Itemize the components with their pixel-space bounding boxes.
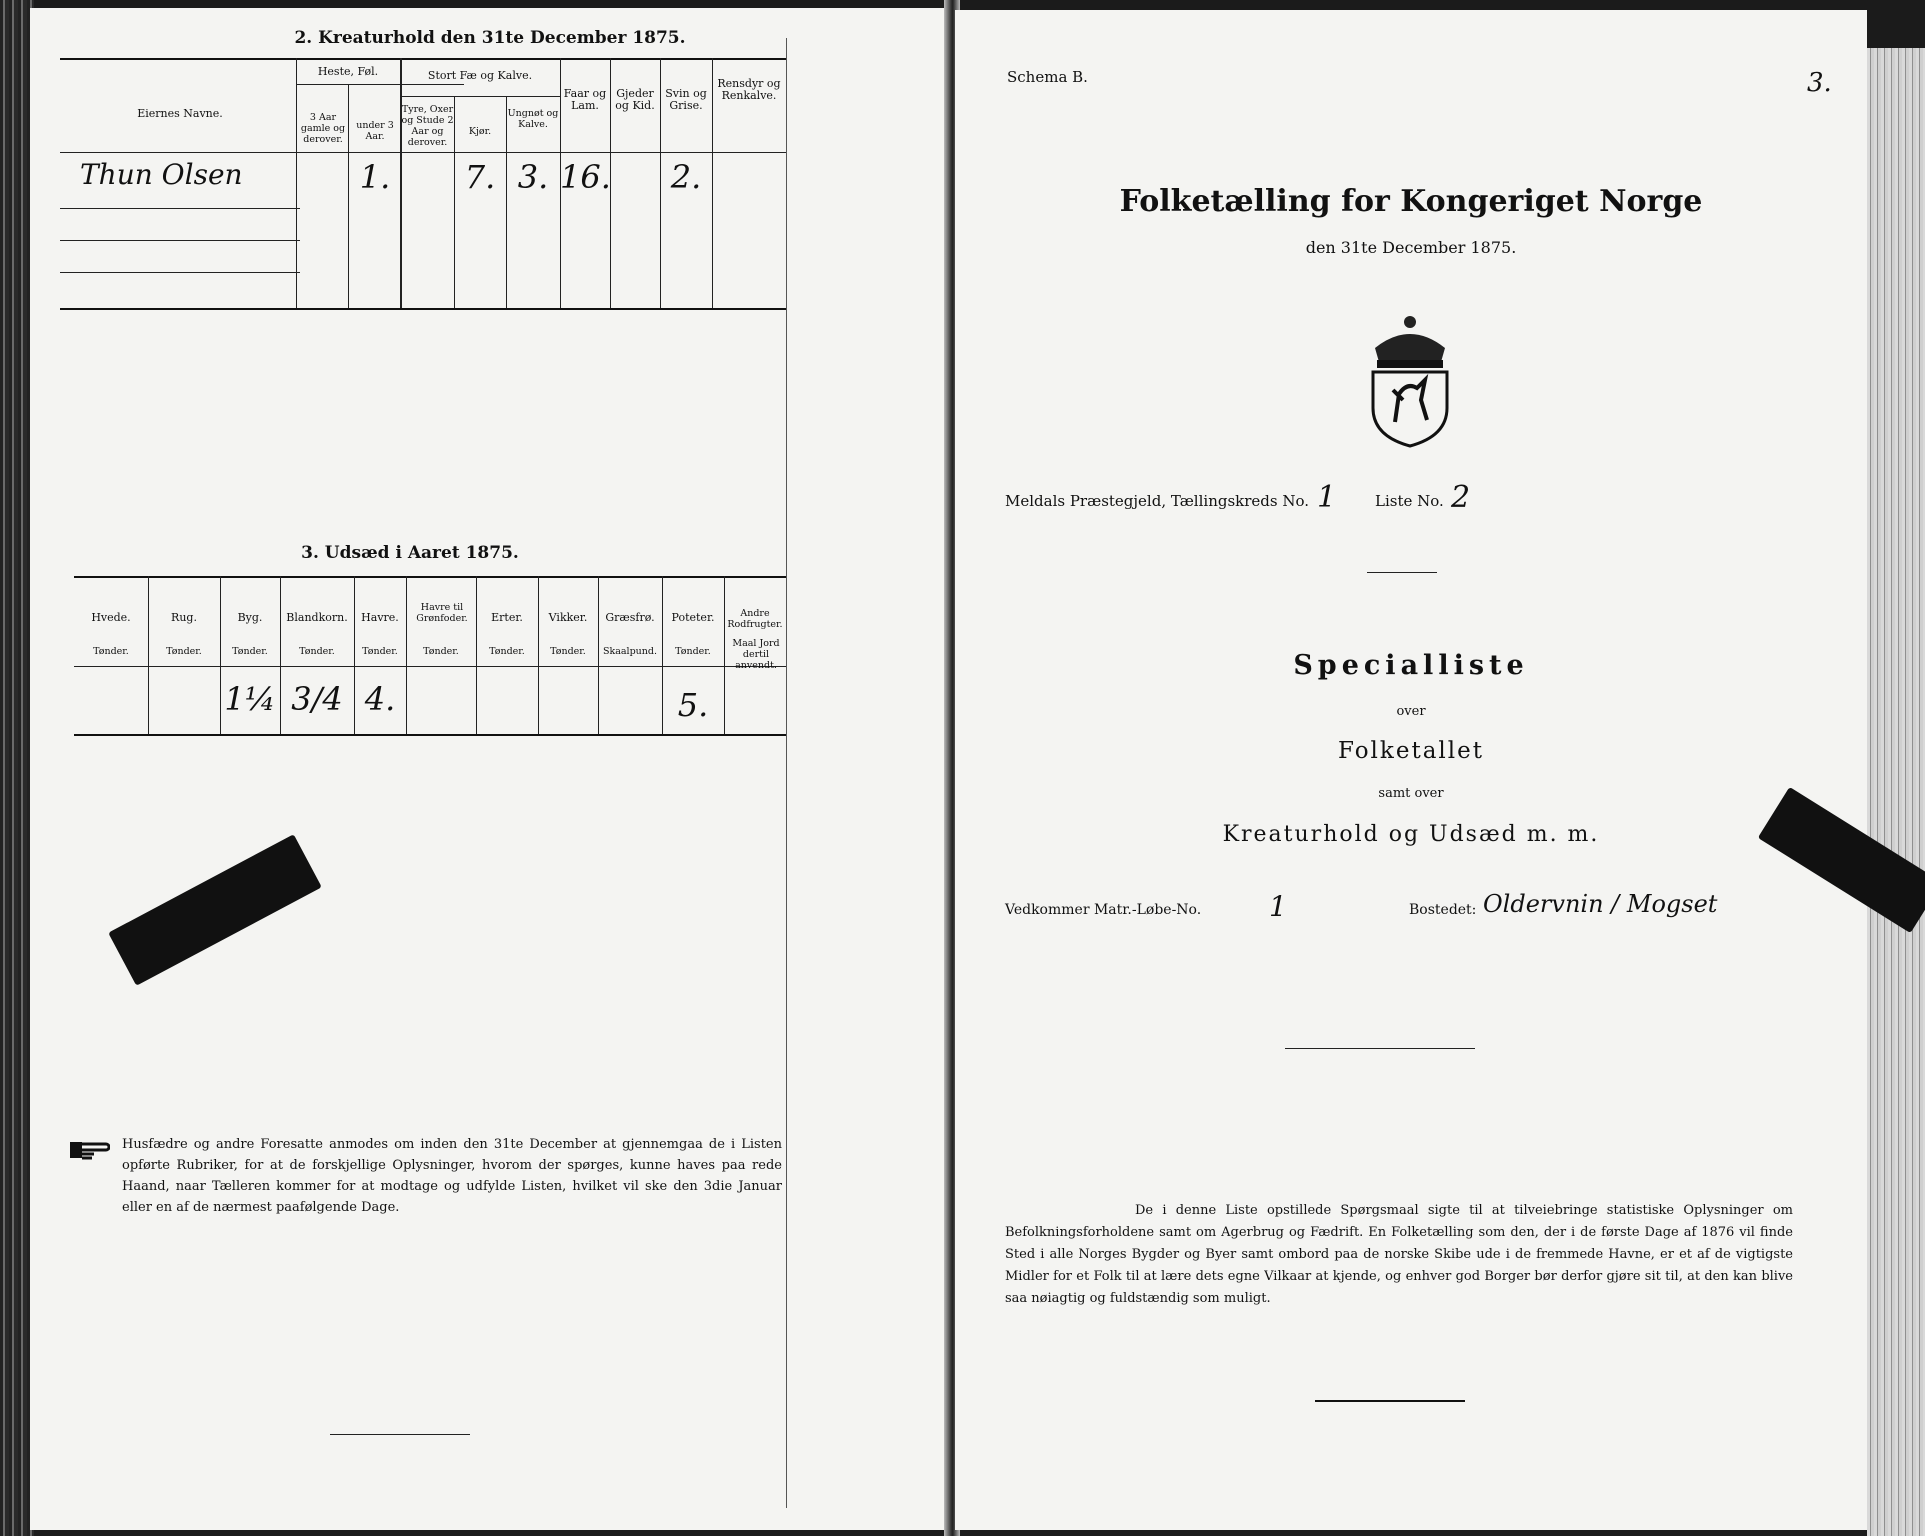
divider-bottom [1315, 1400, 1465, 1402]
info-paragraph: De i denne Liste opstillede Spørgsmaal sigte til at tilveiebringe statistiske Oplysninger om Befolkningsforholdene samt om Agerbrug og Fædrift. En Folketælling som den, der i de første Dage af 1876 vil finde Sted i alle Norges Bygder og Byer samt ombord paa de norske Skibe ude i de fremmede Havne, er et af de vigtigste Midler for et Folk til at lære dets egne Vilkaar at kjende, og enhver god Borger bør derfor gjøre sit til, at den kan blive saa nøiagtig og fuldstændig som muligt. [1005, 1203, 1793, 1306]
unit-hvede: Tønder. [93, 646, 129, 657]
col-rug: Rug. [171, 611, 197, 624]
samt-over-text: samt over [1378, 786, 1444, 801]
table2-group-rule [400, 96, 560, 97]
kreds-number: 1 [1317, 480, 1337, 515]
grp-horses-header: Heste, Føl. [317, 65, 379, 78]
unit-blandkorn: Tønder. [299, 646, 335, 657]
left-end-rule [330, 1434, 470, 1435]
val-poteter: 5. [677, 686, 709, 724]
col-blandkorn: Blandkorn. [286, 611, 348, 624]
kreaturhold-text: Kreaturhold og Udsæd m. m. [1222, 822, 1600, 847]
val-byg: 1¼ [224, 680, 276, 718]
table3-top-rule [74, 576, 786, 578]
unit-andre: Maal Jord dertil anvendt. [732, 638, 780, 671]
unit-rug: Tønder. [166, 646, 202, 657]
table2-row-line [60, 272, 300, 273]
matr-label: Vedkommer Matr.-Løbe-No. [1005, 902, 1202, 918]
col-havre-gronfoder: Havre til Grønfoder. [416, 602, 468, 624]
sub-c2-header: Kjør. [468, 126, 492, 137]
val-havre: 4. [364, 680, 396, 718]
left-margin-line [786, 38, 787, 1508]
table3-header-rule [74, 666, 786, 667]
table2-bottom-rule [60, 308, 786, 310]
main-title: Folketælling for Kongeriget Norge [1119, 184, 1703, 219]
pointing-hand-icon [70, 1138, 110, 1162]
notice-text: Husfædre og andre Foresatte anmodes om inden den 31te December at gjennemgaa de i Listen opførte Rubriker, for at de forskjellige Oplysninger, hvorom der spørges, kunne haves paa rede Haand, naar Tælleren kommer for at modtage og udfylde Listen, hvilket vil ske den 3die Januar eller en af de nærmest paafølgende Dage. [122, 1137, 782, 1215]
book-edge-left [0, 0, 34, 1536]
matr-number: 1 [1269, 890, 1287, 923]
sub-c1-header: Tyre, Oxer og Stude 2 Aar og derover. [401, 104, 454, 148]
divider-medium [1285, 1048, 1475, 1049]
col-poteter: Poteter. [671, 611, 715, 624]
val-sheep: 16. [560, 158, 611, 196]
unit-erter: Tønder. [489, 646, 525, 657]
norway-coat-of-arms-icon [1355, 310, 1465, 450]
col-erter: Erter. [491, 611, 523, 624]
divider-short [1367, 572, 1437, 573]
sub-h1-header: 3 Aar gamle og derover. [300, 112, 346, 145]
unit-graesfro: Skaalpund. [602, 646, 658, 657]
section2-title: 2. Kreaturhold den 31te December 1875. [294, 28, 686, 48]
col-graesfro: Græsfrø. [605, 611, 655, 624]
over-text: over [1396, 704, 1426, 719]
section3-title: 3. Udsæd i Aaret 1875. [301, 543, 519, 563]
main-subtitle: den 31te December 1875. [1305, 238, 1517, 257]
table2-col-line [348, 84, 349, 308]
table2-group-rule [296, 84, 464, 85]
grp-cattle-header: Stort Fæ og Kalve. [427, 69, 533, 82]
unit-havre-gron: Tønder. [423, 646, 459, 657]
col-goats-header: Gjeder og Kid. [615, 87, 655, 112]
table2-col-line [296, 58, 297, 308]
table3-col-line [724, 576, 725, 734]
col-hvede: Hvede. [91, 611, 131, 624]
col-andre-rodfrugter: Andre Rodfrugter. [727, 608, 783, 630]
bosted-value: Oldervnin / Mogset [1483, 890, 1718, 918]
table2-row-line [60, 240, 300, 241]
table2-row-line [60, 208, 300, 209]
folketallet-text: Folketallet [1338, 738, 1484, 764]
bosted-label: Bostedet: [1409, 902, 1477, 918]
table3-bottom-rule [74, 734, 786, 736]
liste-number: 2 [1451, 480, 1471, 515]
table2-header-rule [60, 152, 786, 153]
left-page [30, 8, 950, 1530]
unit-byg: Tønder. [232, 646, 268, 657]
unit-poteter: Tønder. [675, 646, 711, 657]
col-byg: Byg. [237, 611, 263, 624]
val-horses-under3: 1. [359, 158, 391, 196]
unit-havre: Tønder. [362, 646, 398, 657]
unit-vikker: Tønder. [550, 646, 586, 657]
col-vikker: Vikker. [548, 611, 588, 624]
right-page [955, 10, 1867, 1530]
col-pigs-header: Svin og Grise. [665, 87, 707, 112]
col-owner-header: Eiernes Navne. [137, 107, 223, 120]
val-young-cattle: 3. [517, 158, 549, 196]
page-number: 3. [1807, 68, 1832, 98]
col-sheep-header: Faar og Lam. [563, 87, 607, 112]
val-pigs: 2. [670, 158, 702, 196]
sub-h2-header: under 3 Aar. [356, 120, 394, 142]
parish-text: Meldals Præstegjeld, Tællingskreds No. [1005, 492, 1310, 510]
val-cows: 7. [464, 158, 496, 196]
specialliste-heading: Specialliste [1293, 650, 1529, 681]
col-havre: Havre. [361, 611, 399, 624]
sub-c3-header: Ungnøt og Kalve. [507, 108, 559, 130]
book-edge-right [1867, 48, 1925, 1536]
col-reindeer-header: Rensdyr og Renkalve. [717, 77, 781, 102]
schema-label: Schema B. [1007, 68, 1088, 86]
liste-label: Liste No. [1375, 492, 1444, 510]
val-blandkorn: 3/4 [291, 680, 343, 718]
table2-col-line [400, 58, 402, 308]
table2-top-rule [60, 58, 786, 60]
owner-name: Thun Olsen [80, 158, 243, 191]
